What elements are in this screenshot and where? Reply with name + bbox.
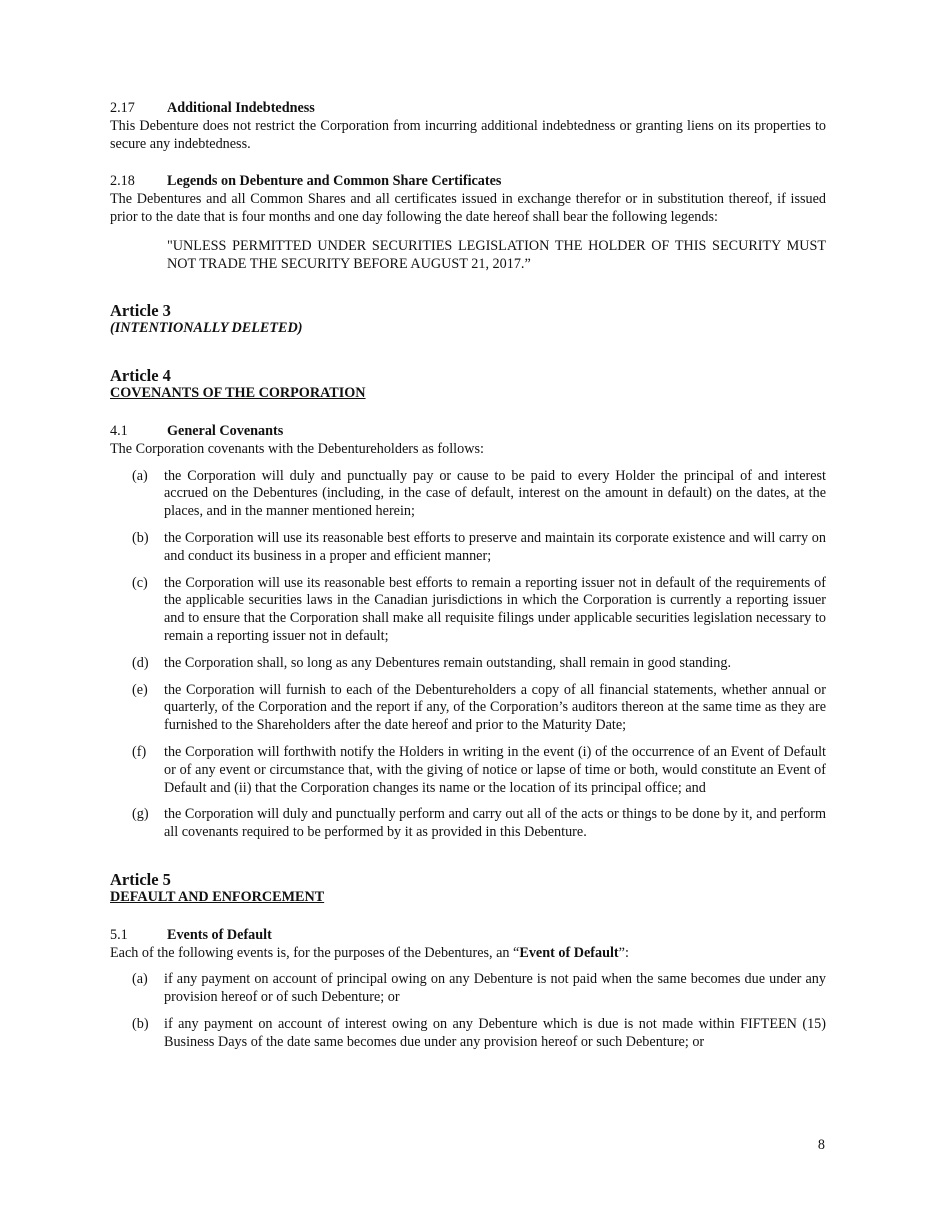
section-title: Events of Default	[167, 926, 272, 943]
covenants-list	[110, 468, 826, 842]
list-item	[110, 530, 826, 566]
article-4-heading: COVENANTS OF THE CORPORATION	[110, 385, 366, 402]
section-2-18-body: The Debentures and all Common Shares and all certificates issued in exchange therefor or in substitution thereof, if issued prior to the date that is four months and one day following the date hereof shall bear the following legends:	[110, 191, 826, 225]
section-number: 2.18	[110, 173, 135, 190]
page-number: 8	[817, 1137, 825, 1153]
list-item-text: the Corporation will duly and punctually pay or cause to be paid to every Holder the principal of and interest accrued on the Debentures (including, in the case of default, interest on the amount in default) on the dates, at the places, and in the manner mentioned herein;	[164, 467, 826, 520]
article-5-title: Article 5	[110, 869, 171, 889]
section-number: 5.1	[110, 926, 128, 943]
list-item-text: if any payment on account of interest owing on any Debenture which is due is not made within FIFTEEN (15) Business Days of the date same becomes due under any provision hereof or such Debenture; or	[164, 1015, 826, 1050]
list-item	[110, 744, 826, 797]
list-item	[110, 806, 826, 842]
article-5-heading: DEFAULT AND ENFORCEMENT	[110, 888, 325, 905]
list-item	[110, 655, 826, 673]
section-5-1-intro	[110, 945, 826, 963]
intro-text-end: ”:	[618, 944, 629, 961]
list-item	[110, 682, 826, 735]
section-title: Legends on Debenture and Common Share Certificates	[167, 173, 502, 190]
article-3-subtitle: (INTENTIONALLY DELETED)	[110, 320, 303, 337]
list-marker: (b)	[132, 1015, 149, 1032]
list-item-text: the Corporation will use its reasonable best efforts to remain a reporting issuer not in default of the requirements of the applicable securities laws in the Canadian jurisdictions in which the Corporation is currently a reporting issuer and to ensure that the Corporation shall make all requisite filings under applicable securities legislation necessary to remain a reporting issuer not in default;	[164, 574, 826, 644]
list-item	[110, 468, 826, 521]
section-2-17-body: This Debenture does not restrict the Corporation from incurring additional indebtedness or granting liens on its properties to secure any indebtedness.	[110, 117, 826, 152]
list-marker: (a)	[132, 467, 148, 484]
section-2-17-heading	[110, 100, 826, 118]
list-marker: (d)	[132, 654, 149, 671]
list-item-text: the Corporation will furnish to each of the Debentureholders a copy of all financial statements, whether annual or quarterly, of the Corporation and the report if any, of the Corporation’s auditors thereon at the same time as they are furnished to the Shareholders after the date hereof and prior to the Maturity Date;	[164, 681, 826, 734]
list-item-text: the Corporation will use its reasonable best efforts to preserve and maintain its corporate existence and will carry on and conduct its business in a proper and efficient manner;	[164, 529, 826, 564]
list-marker: (g)	[132, 806, 149, 823]
section-number: 2.17	[110, 100, 135, 116]
section-5-1-heading	[110, 927, 826, 945]
list-marker: (f)	[132, 743, 147, 760]
list-marker: (c)	[132, 574, 148, 591]
intro-text: Each of the following events is, for the purposes of the Debentures, an “	[110, 944, 520, 961]
list-item	[110, 1016, 826, 1052]
list-marker: (a)	[132, 971, 148, 988]
article-3-title: Article 3	[110, 301, 171, 321]
list-item	[110, 971, 826, 1007]
list-marker: (e)	[132, 681, 148, 698]
list-item-text: if any payment on account of principal owing on any Debenture is not paid when the same becomes due under any provision hereof or of such Debenture; or	[164, 971, 826, 1006]
list-item-text: the Corporation will forthwith notify the Holders in writing in the event (i) of the occurrence of an Event of Default or of any event or circumstance that, with the giving of notice or lapse of time or both, would constitute an Event of Default and (ii) that the Corporation changes its name or the location of its principal office; and	[164, 743, 826, 796]
section-title: Additional Indebtedness	[167, 100, 315, 116]
events-of-default-list	[110, 971, 826, 1051]
list-item	[110, 575, 826, 646]
list-marker: (b)	[132, 529, 149, 546]
section-number: 4.1	[110, 422, 128, 439]
legend-quote: "UNLESS PERMITTED UNDER SECURITIES LEGISLATION THE HOLDER OF THIS SECURITY MUST NOT TRADE THE SECURITY BEFORE AUGUST 21, 2017.”	[167, 237, 826, 272]
section-4-1-intro: The Corporation covenants with the Debentureholders as follows:	[110, 440, 484, 457]
article-4-title: Article 4	[110, 366, 171, 386]
section-title: General Covenants	[167, 422, 284, 439]
list-item-text: the Corporation will duly and punctually perform and carry out all of the acts or things to be done by it, and perform all covenants required to be performed by it as provided in this Debenture.	[164, 806, 826, 841]
section-4-1-heading	[110, 423, 826, 441]
document-page	[110, 100, 826, 1051]
section-2-18-heading	[110, 173, 826, 191]
list-item-text: the Corporation shall, so long as any Debentures remain outstanding, shall remain in good standing.	[164, 654, 732, 671]
defined-term: Event of Default	[519, 944, 619, 961]
